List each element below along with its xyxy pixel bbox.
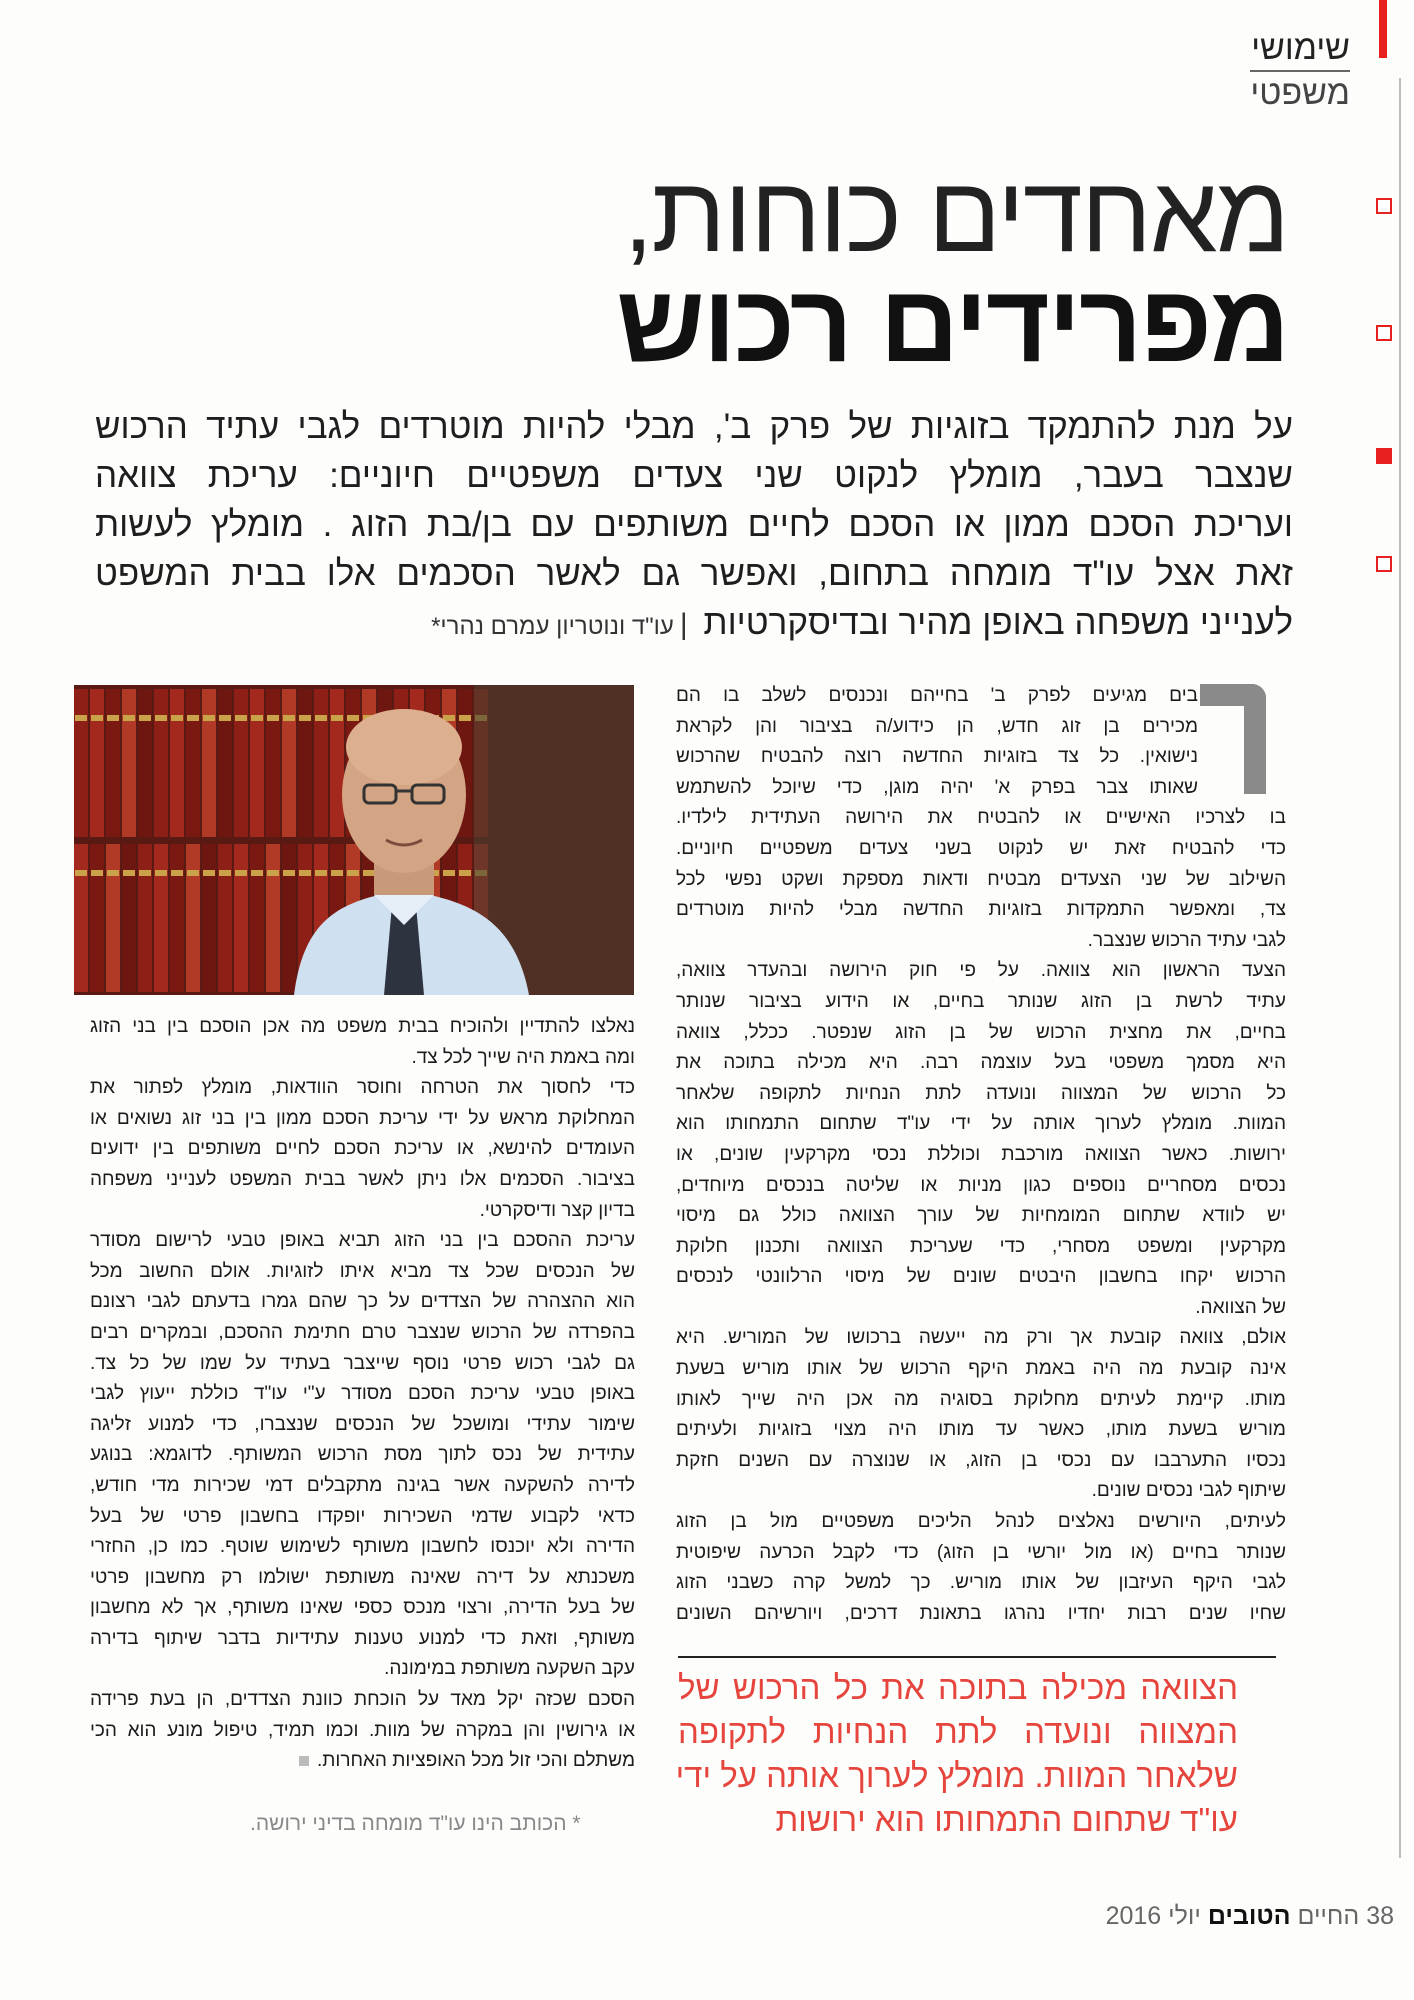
article-text-line xyxy=(90,1257,635,1288)
article-column-left xyxy=(90,1012,635,1777)
article-text-line xyxy=(90,1593,635,1624)
article-text-line xyxy=(90,1043,635,1074)
book-spine xyxy=(266,844,280,992)
article-text-line xyxy=(676,681,1198,712)
text: בהפרדה של הרכוש שנצבר טרם חתימת ההסכם, ובמקרים רבים xyxy=(90,1321,635,1343)
article-text-line xyxy=(676,1538,1286,1569)
article-text-line xyxy=(676,1232,1286,1263)
book-spine xyxy=(314,689,328,837)
text: שנותר בחיים (או מול יורשי בן הזוג) כדי לקבל הכרעה שיפוטית xyxy=(676,1541,1286,1563)
magazine-name: החיים xyxy=(1297,1902,1360,1930)
text: לעיתים, היורשים נאלצים לנהל הליכים משפטיים מול בן הזוג xyxy=(676,1511,1286,1533)
text: לדירה להשקעה אשר בגינה מתקבלים דמי שכירות מדי חודש, xyxy=(90,1474,635,1496)
text: עתיד לרשת בן הזוג שנותר בחיים, או הידוע בציבור שנותר xyxy=(676,990,1286,1012)
pull-quote-line: עו"ד שתחום התמחותו הוא ירושות xyxy=(775,1801,1238,1838)
book-spine xyxy=(330,689,344,837)
book-spine xyxy=(138,844,152,992)
text: משתלם והכי זול מכל האופציות האחרות. xyxy=(316,1750,635,1772)
article-text-line xyxy=(676,773,1198,804)
author-footnote: * הכותב הינו עו"ד מומחה בדיני ירושה. xyxy=(250,1812,581,1835)
article-column-right xyxy=(676,681,1286,1629)
text: לגבי עתיד הרכוש שנצבר. xyxy=(1087,929,1286,951)
article-text-line xyxy=(90,1379,635,1410)
article-text-line xyxy=(676,1079,1286,1110)
section-label-line1: שימושי xyxy=(1250,28,1350,72)
article-text-line xyxy=(90,1165,635,1196)
article-text-line xyxy=(90,1012,635,1043)
article-text-line xyxy=(676,1446,1286,1477)
article-text-line xyxy=(676,1262,1286,1293)
book-spine xyxy=(218,844,232,992)
text: נישואין. כל צד בזוגיות החדשה רוצה להבטיח שהרכוש xyxy=(676,746,1198,768)
article-text-line xyxy=(90,1318,635,1349)
text: יש לוודא שתחום המומחיות של עורך הצוואה כולל גם מיסוי xyxy=(676,1205,1286,1227)
text: בחיים, את מחצית הרכוש של בן הזוג שנפטר. ככלל, צוואה xyxy=(676,1021,1286,1043)
book-spine xyxy=(170,689,184,837)
article-text-line xyxy=(90,1196,635,1227)
article-text-line xyxy=(676,1018,1286,1049)
issue-date: יולי 2016 xyxy=(1105,1902,1201,1930)
text: בים מגיעים לפרק ב' בחייהם ונכנסים לשלב בו הם xyxy=(676,685,1198,706)
page-edge-rule xyxy=(1399,78,1401,1858)
text: שימור עתידי ומושכל של הנכסים שנצברו, כדי למנוע זליגה xyxy=(90,1413,635,1435)
article-text-line xyxy=(90,1104,635,1135)
text: משכנתא על דירה שאינה משותפת ישולמו רק מחשבון פרטי xyxy=(90,1566,635,1588)
article-text-line xyxy=(676,1323,1286,1354)
book-spine xyxy=(186,844,200,992)
article-text-line xyxy=(676,1415,1286,1446)
article-text-line xyxy=(676,1599,1286,1630)
text: לגבי היקף העיזבון של אותו מוריש. כך למשל קרה כשבני הזוג xyxy=(676,1572,1286,1594)
subtitle-line: ועריכת הסכם ממון או הסכם לחיים משותפים עם בן/בת הזוג . מומלץ לעשות xyxy=(95,505,1293,544)
book-spine xyxy=(266,689,280,837)
text: גם לגבי רכוש פרטי נוסף שייצבר בעתיד על שמו של כל צד. xyxy=(90,1352,635,1374)
book-spine xyxy=(170,844,184,992)
author-byline: עו"ד ונוטריון עמרם נהרי* xyxy=(431,613,674,640)
subtitle-line: זאת אצל עו"ד מומחה בתחום, ואפשר גם לאשר הסכמים אלו בבית המשפט xyxy=(95,554,1293,593)
article-text-line xyxy=(90,1502,635,1533)
subtitle-last-line xyxy=(95,598,1293,651)
subtitle-line: לענייני משפחה באופן מהיר ובדיסקרטיות xyxy=(703,603,1293,642)
pull-quote xyxy=(675,1666,1238,1842)
text: הדירה ולא יוכנסו לחשבון משותף לשימוש שוטף. כמו כן, החזרי xyxy=(90,1536,635,1558)
text: כל הרכוש של המצווה ונועדה לתת הנחיות לתקופה שלאחר xyxy=(676,1082,1286,1104)
article-text-line xyxy=(676,1140,1286,1171)
text: שאותו צבר בפרק א' יהיה מוגן, כדי שיוכל להשתמש xyxy=(676,776,1198,798)
article-text-line xyxy=(676,1109,1286,1140)
section-accent-bar xyxy=(1379,0,1387,58)
decor-square-outline xyxy=(1376,325,1392,341)
article-text-line xyxy=(90,1410,635,1441)
text: הצעד הראשון הוא צוואה. על פי חוק הירושה ובהעדר צוואה, xyxy=(676,960,1286,982)
text: של הנכסים שכל צד מביא איתו לזוגיות. אולם החשוב מכל xyxy=(90,1260,635,1282)
article-text-line xyxy=(90,1654,635,1685)
article-text-line xyxy=(676,834,1286,865)
book-spine xyxy=(250,689,264,837)
text: כדי לחסוך את הטרחה וחוסר הוודאות, מומלץ לפתור את xyxy=(90,1077,635,1099)
book-spine xyxy=(106,844,120,992)
text: העומדים להינשא, או עריכת הסכם לחיים משותפים בין ידועים xyxy=(90,1138,635,1160)
article-text-line xyxy=(676,956,1286,987)
article-text-line xyxy=(90,1073,635,1104)
text: היא מסמך משפטי בעל עוצמה רבה. היא מכילה בתוכה את xyxy=(676,1052,1286,1074)
text: צד, ומאפשר התמקדות בזוגיות החדשה מבלי להיות מוטרדים xyxy=(676,899,1286,921)
text: עקב השקעה משותפת במימונה. xyxy=(384,1658,635,1680)
article-text-line xyxy=(676,742,1198,773)
pull-quote-line: שלאחר המוות. מומלץ לערוך אותה על ידי xyxy=(675,1757,1238,1794)
text: בו לצרכיו האישיים או להבטיח את הירושה העתידית לילדיו. xyxy=(676,807,1286,829)
subtitle-line: על מנת להתמקד בזוגיות של פרק ב', מבלי להיות מוטרדים לגבי עתיד הרכוש xyxy=(95,407,1293,446)
book-spine xyxy=(154,844,168,992)
text: של הצוואה. xyxy=(1195,1296,1286,1318)
article-text-line xyxy=(676,1568,1286,1599)
pull-quote-line: הצוואה מכילה בתוכה את כל הרכוש של xyxy=(678,1669,1238,1706)
article-text-line xyxy=(90,1746,635,1777)
book-spine xyxy=(218,689,232,837)
text: כדאי לקבוע שדמי השכירות יופקדו בחשבון פרטי של בעל xyxy=(90,1505,635,1527)
article-text-line xyxy=(90,1685,635,1716)
text: ומה באמת היה שייך לכל צד. xyxy=(411,1046,635,1068)
article-text-line xyxy=(676,712,1198,743)
page-number: 38 xyxy=(1366,1902,1394,1930)
text: שחיו שנים רבות יחדיו נהרגו בתאונת דרכים, ויורשיהם השונים xyxy=(676,1602,1286,1624)
text: כדי להבטיח זאת יש לנקוט בשני צעדים משפטיים חיוניים. xyxy=(676,837,1286,859)
book-spine xyxy=(282,844,296,992)
text: השילוב של שני הצעדים מבטיח ודאות מספקת ושקט נפשי לכל xyxy=(676,868,1286,890)
text: שיתוף לגבי נכסים שונים. xyxy=(1091,1480,1286,1502)
title-line1: מאחדים כוחות, xyxy=(623,153,1288,274)
article-text-line xyxy=(676,865,1286,896)
text: עריכת ההסכם בין בני הזוג תביא באופן טבעי לרישום מסודר xyxy=(90,1230,635,1252)
text: בדיון קצר ודיסקרטי. xyxy=(479,1199,635,1221)
book-spine xyxy=(186,689,200,837)
book-spine xyxy=(122,844,136,992)
section-label xyxy=(1250,28,1350,114)
article-text-line xyxy=(676,926,1286,957)
text: משותף, וזאת כדי למנוע טענות עתידיות בדבר שיתוף בדירה xyxy=(90,1627,635,1649)
article-text-line xyxy=(676,1354,1286,1385)
text: הרכוש יקחו בחשבון היבטים שונים של מיסוי הרלוונטי לנכסים xyxy=(676,1266,1286,1288)
text: באופן טבעי עריכת הסכם מסודר ע"י עו"ד כוללת ייעוץ לגבי xyxy=(90,1383,635,1405)
text: הוא ההצהרה של הצדדים על כך שהם גמרו בדעתם לגבי רצונם xyxy=(90,1291,635,1313)
text: או גירושין והן במקרה של מוות. וכמו תמיד, טיפול מונע הוא הכי xyxy=(90,1719,635,1741)
pull-quote-line: המצווה ונועדה לתת הנחיות לתקופה xyxy=(678,1713,1238,1750)
book-spine xyxy=(106,689,120,837)
article-subtitle xyxy=(95,402,1293,651)
text: המוות. מומלץ לערוך אותה על ידי עו"ד שתחום התמחותו הוא xyxy=(676,1113,1286,1135)
book-spine xyxy=(234,689,248,837)
end-of-article-mark xyxy=(299,1756,309,1766)
text: אולם, צוואה קובעת אך ורק מה ייעשה ברכושו של המוריש. היא xyxy=(676,1327,1286,1349)
article-title xyxy=(616,153,1288,385)
book-spine xyxy=(74,844,88,992)
magazine-name-bold: הטובים xyxy=(1207,1902,1291,1930)
article-text-line xyxy=(676,1476,1286,1507)
book-spine xyxy=(122,689,136,837)
text: מותו. קיימת לעיתים מחלוקת בסוגיה מה אכן היה שייך לאותו xyxy=(676,1388,1286,1410)
text: נכסיו התערבבו עם נכסי בן הזוג, או שנוצרה עם השנים חזקת xyxy=(676,1449,1286,1471)
book-spine xyxy=(202,689,216,837)
text: של בעל הדירה, ורצוי מנכס כספי שאינו משותף, אך לא מחשבון xyxy=(90,1597,635,1619)
text: עתידית של נכס לתוך מסת הרכוש המשותף. לדוגמא: בנוגע xyxy=(90,1444,635,1466)
book-spine xyxy=(74,689,88,837)
article-text-line xyxy=(90,1624,635,1655)
text: אינה קובעת מה היה באמת היקף הרכוש של אותו מוריש בשעת xyxy=(676,1358,1286,1380)
article-text-line xyxy=(90,1563,635,1594)
article-text-line xyxy=(676,987,1286,1018)
section-label-line2: משפטי xyxy=(1250,74,1350,112)
book-spine xyxy=(154,689,168,837)
subtitle-line: שנצבר בעבר, מומלץ לנקוט שני צעדים משפטיים חיוניים: עריכת צוואה xyxy=(95,456,1293,495)
text: המחלוקת מראש על ידי עריכת הסכם ממון בין בני זוג נשואים או xyxy=(90,1107,635,1129)
article-text-line xyxy=(676,1171,1286,1202)
byline-separator: | xyxy=(679,608,688,641)
book-spine xyxy=(282,689,296,837)
book-spine xyxy=(202,844,216,992)
decor-square-outline xyxy=(1376,556,1392,572)
article-text-line xyxy=(90,1471,635,1502)
book-spine xyxy=(250,844,264,992)
article-text-line xyxy=(676,1293,1286,1324)
book-spine xyxy=(90,844,104,992)
article-text-line xyxy=(676,1201,1286,1232)
text: מקרקעין ומשפט מסחרי, כדי שעריכת הצוואה ותכנון חלוקת xyxy=(676,1235,1286,1257)
article-text-line xyxy=(676,1507,1286,1538)
article-text-line xyxy=(90,1532,635,1563)
page-footer xyxy=(1106,1902,1394,1931)
text: מכירים בן זוג חדש, הן כידוע/ה בציבור והן לקראת xyxy=(676,715,1198,737)
text: בציבור. הסכמים אלו ניתן לאשר בבית המשפט לענייני משפחה xyxy=(90,1168,635,1190)
article-text-line xyxy=(90,1226,635,1257)
text: הסכם שכזה יקל מאד על הוכחת כוונת הצדדים, הן בעת פרידה xyxy=(90,1689,635,1711)
article-text-line xyxy=(90,1287,635,1318)
title-line2: מפרידים רכוש xyxy=(616,262,1288,385)
pull-quote-rule xyxy=(678,1656,1276,1658)
book-spine xyxy=(298,689,312,837)
article-text-line xyxy=(90,1440,635,1471)
book-spine xyxy=(234,844,248,992)
book-spine xyxy=(90,689,104,837)
text: נאלצו להתדיין ולהוכיח בבית משפט מה אכן הוסכם בין בני הזוג xyxy=(90,1016,635,1037)
article-text-line xyxy=(676,803,1286,834)
book-spine xyxy=(138,689,152,837)
article-text-line xyxy=(90,1716,635,1747)
article-text-line xyxy=(676,1385,1286,1416)
text: מוריש בשעת מותו, כאשר עד מותו היה מצוי בזוגיות ולעיתים xyxy=(676,1419,1286,1441)
article-text-line xyxy=(90,1349,635,1380)
text: נכסים מסחריים נוספים כגון מניות או שליטה בנכסים מיוחדים, xyxy=(676,1174,1286,1196)
article-text-line xyxy=(676,895,1286,926)
article-text-line xyxy=(676,1048,1286,1079)
article-text-line xyxy=(90,1134,635,1165)
author-photo xyxy=(74,685,634,995)
decor-square-outline xyxy=(1376,198,1392,214)
text: ירושות. כאשר הצוואה מורכבת וכוללת נכסי מקרקעין שונים, או xyxy=(676,1143,1286,1165)
decor-square-filled xyxy=(1376,448,1392,464)
